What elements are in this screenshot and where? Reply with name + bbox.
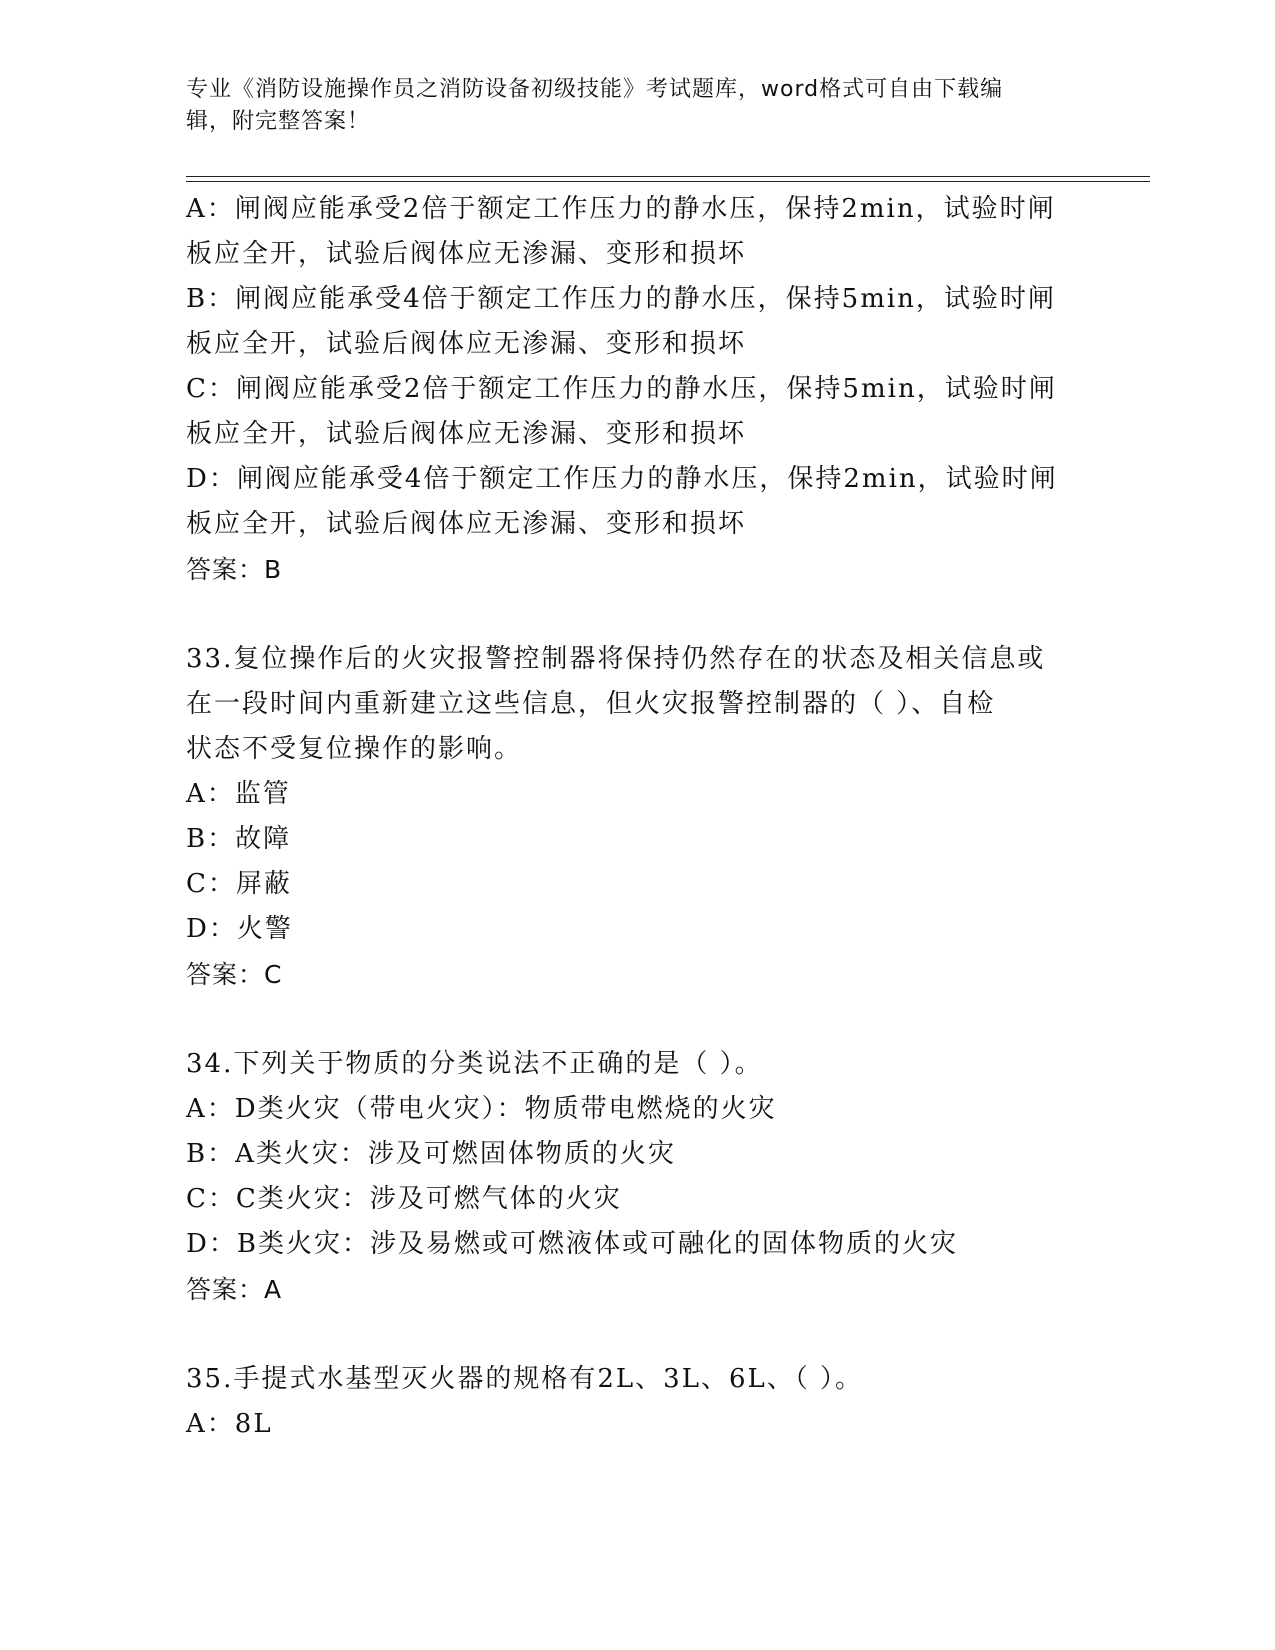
header-divider-top	[186, 176, 1150, 177]
option-c-line-2: 板应全开，试验后阀体应无渗漏、变形和损坏	[186, 419, 747, 449]
spacer	[186, 997, 1086, 1042]
option-a: A：监管	[186, 779, 291, 809]
header-line-2: 辑，附完整答案！	[186, 109, 371, 134]
document-header	[186, 74, 1066, 138]
question-33-stem-line-1: 33.复位操作后的火灾报警控制器将保持仍然存在的状态及相关信息或	[186, 644, 1046, 674]
option-a-line-2: 板应全开，试验后阀体应无渗漏、变形和损坏	[186, 239, 747, 269]
question-34-stem: 34.下列关于物质的分类说法不正确的是（ ）。	[186, 1049, 763, 1079]
option-b-line-2: 板应全开，试验后阀体应无渗漏、变形和损坏	[186, 329, 747, 359]
option-d: D：火警	[186, 914, 293, 944]
option-d-line-2: 板应全开，试验后阀体应无渗漏、变形和损坏	[186, 509, 747, 539]
option-d-line-1: D：闸阀应能承受4倍于额定工作压力的静水压，保持2min，试验时闸	[186, 464, 1058, 494]
option-c-line-1: C：闸阀应能承受2倍于额定工作压力的静水压，保持5min，试验时闸	[186, 374, 1057, 404]
option-c: C：C类火灾：涉及可燃气体的火灾	[186, 1184, 622, 1214]
answer-32: 答案：B	[186, 555, 283, 584]
option-a-line-1: A：闸阀应能承受2倍于额定工作压力的静水压，保持2min，试验时闸	[186, 194, 1056, 224]
header-divider-bottom	[186, 181, 1150, 182]
option-a: A：D类火灾（带电火灾）：物质带电燃烧的火灾	[186, 1094, 777, 1124]
answer-33: 答案：C	[186, 960, 283, 989]
option-b: B：A类火灾：涉及可燃固体物质的火灾	[186, 1139, 676, 1169]
question-content	[186, 187, 1086, 1447]
answer-34: 答案：A	[186, 1275, 283, 1304]
question-33-stem-line-2: 在一段时间内重新建立这些信息，但火灾报警控制器的（ ）、自检	[186, 689, 996, 719]
question-35	[186, 1357, 1086, 1447]
option-a: A：8L	[186, 1409, 273, 1439]
question-32	[186, 187, 1086, 592]
option-b-line-1: B：闸阀应能承受4倍于额定工作压力的静水压，保持5min，试验时闸	[186, 284, 1056, 314]
question-35-stem: 35.手提式水基型灭火器的规格有2L、3L、6L、（ ）。	[186, 1364, 864, 1394]
option-b: B：故障	[186, 824, 292, 854]
question-33	[186, 637, 1086, 997]
question-33-stem-line-3: 状态不受复位操作的影响。	[186, 734, 523, 764]
spacer	[186, 592, 1086, 637]
header-line-1: 专业《消防设施操作员之消防设备初级技能》考试题库，word格式可自由下载编	[186, 77, 1004, 102]
question-34	[186, 1042, 1086, 1312]
option-d: D：B类火灾：涉及易燃或可燃液体或可融化的固体物质的火灾	[186, 1229, 958, 1259]
spacer	[186, 1312, 1086, 1357]
option-c: C：屏蔽	[186, 869, 292, 899]
